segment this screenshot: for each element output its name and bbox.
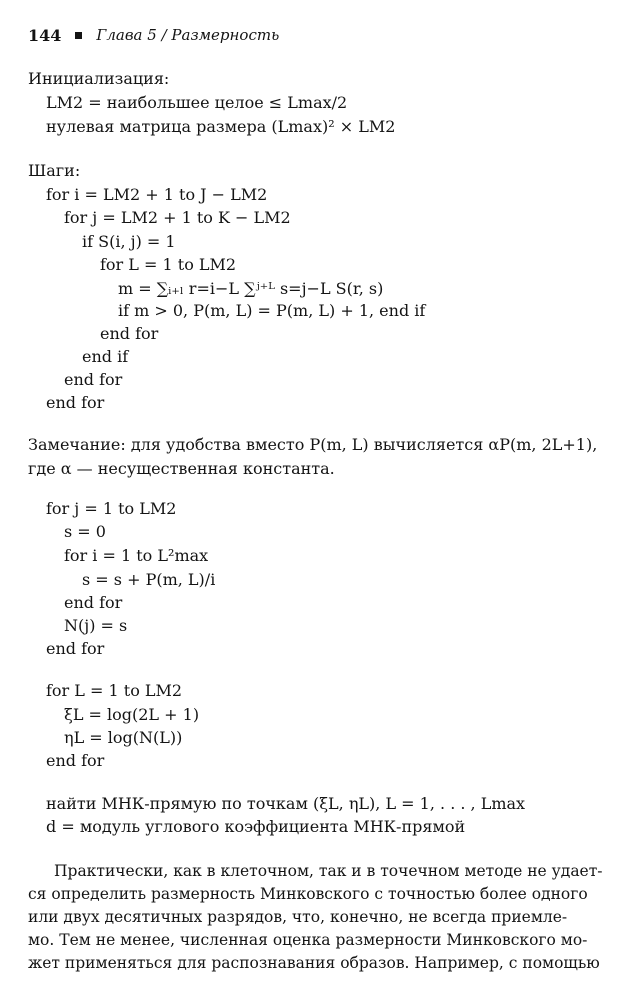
paragraph-line: ся определить размерность Минковского с точностью более одного [28, 885, 588, 903]
page-header [28, 24, 618, 46]
paragraph-line: жет применяться для распознавания образов. Например, с помощью [28, 954, 600, 972]
algorithm-line: end for [46, 751, 105, 770]
algorithm-line: for j = LM2 + 1 to K − LM2 [64, 208, 291, 227]
init-heading: Инициализация: [28, 69, 170, 88]
algorithm-line: end for [100, 324, 159, 343]
algorithm-line: for L = 1 to LM2 [100, 255, 237, 274]
algorithm-line: end for [46, 639, 105, 658]
algorithm-line: for j = 1 to LM2 [46, 499, 177, 518]
remark-line: где α — несущественная константа. [28, 459, 335, 478]
algorithm-line: end if [82, 347, 129, 366]
algorithm-line: s = 0 [64, 522, 106, 541]
algorithm-line: N(j) = s [64, 616, 128, 635]
algorithm-line: for i = 1 to L²max [64, 546, 209, 565]
algorithm-line: end for [64, 370, 123, 389]
paragraph-line: мо. Тем не менее, численная оценка размерности Минковского мо- [28, 931, 588, 949]
algorithm-line: ξL = log(2L + 1) [64, 705, 200, 724]
algorithm-line: ηL = log(N(L)) [64, 728, 183, 747]
steps-heading: Шаги: [28, 161, 81, 180]
algorithm-line: m = ∑ᵢ₊ₗ r=i−L ∑ʲ⁺ᴸ s=j−L S(r, s) [118, 279, 384, 298]
remark-line: Замечание: для удобства вместо P(m, L) вычисляется αP(m, 2L+1), [28, 435, 598, 454]
algorithm-line: LM2 = наибольшее целое ≤ Lmax/2 [46, 93, 348, 112]
paragraph-line: Практически, как в клеточном, так и в точечном методе не удает- [54, 862, 603, 880]
algorithm-line: for i = LM2 + 1 to J − LM2 [46, 185, 268, 204]
algorithm-line: найти МНК-прямую по точкам (ξL, ηL), L = 1, . . . , Lmax [46, 794, 526, 813]
header-bullet-icon [75, 32, 82, 39]
algorithm-line: d = модуль углового коэффициента МНК-прямой [46, 817, 466, 836]
algorithm-line: if m > 0, P(m, L) = P(m, L) + 1, end if [118, 301, 426, 320]
paragraph-line: или двух десятичных разрядов, что, конечно, не всегда приемле- [28, 908, 568, 926]
page-number: 144 [28, 25, 62, 45]
algorithm-line: end for [46, 393, 105, 412]
chapter-title: Глава 5 / Размерность [96, 26, 280, 44]
algorithm-line: end for [64, 593, 123, 612]
algorithm-line: for L = 1 to LM2 [46, 681, 183, 700]
algorithm-line: s = s + P(m, L)/i [82, 570, 216, 589]
algorithm-line: if S(i, j) = 1 [82, 232, 176, 251]
algorithm-line: нулевая матрица размера (Lmax)² × LM2 [46, 117, 396, 136]
